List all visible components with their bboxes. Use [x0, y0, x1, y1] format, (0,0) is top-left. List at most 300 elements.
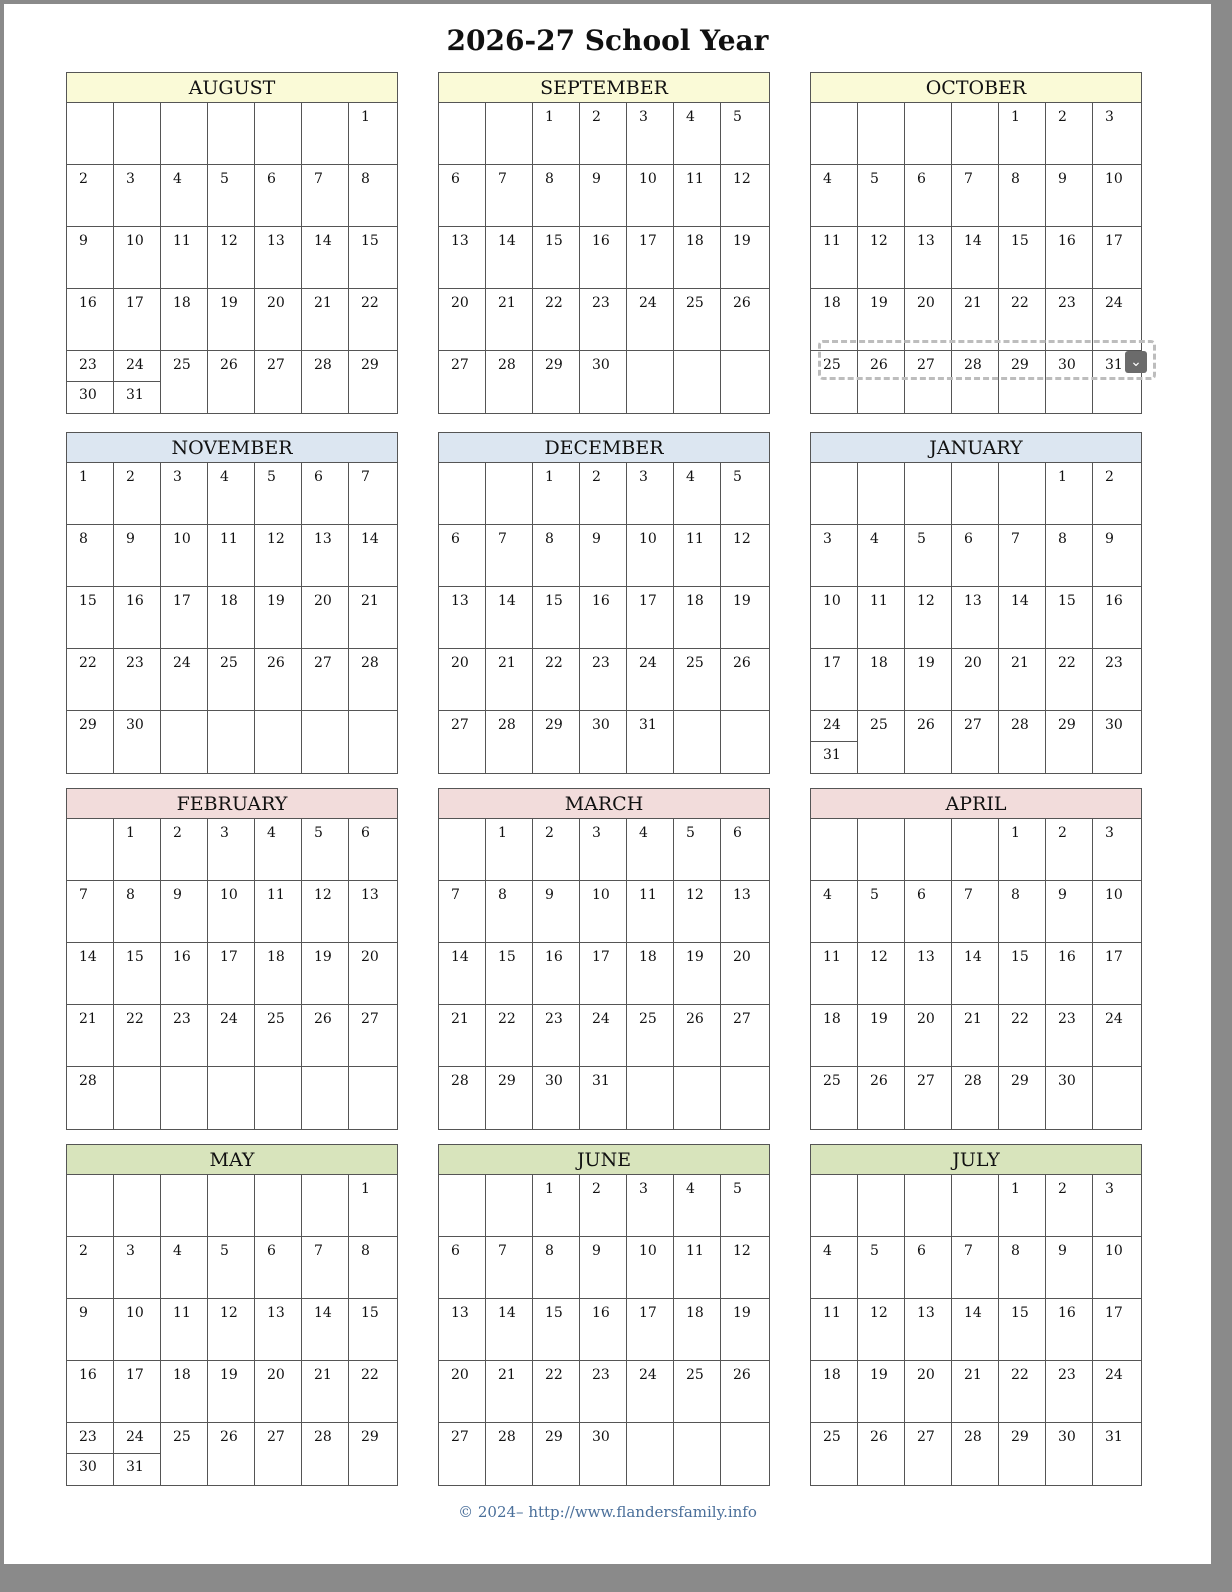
day-number: 9 [173, 887, 182, 903]
day-cell [999, 227, 1046, 289]
day-cell [721, 463, 769, 525]
day-cell [627, 711, 674, 773]
day-cell [533, 227, 580, 289]
day-number: 1 [545, 469, 554, 485]
day-cell [674, 1237, 721, 1299]
day-number: 22 [361, 1367, 379, 1383]
day-number: 19 [733, 593, 751, 609]
day-cell [952, 1299, 999, 1361]
day-cell [858, 103, 905, 165]
day-number: 7 [498, 531, 507, 547]
day-number: 25 [220, 655, 238, 671]
day-cell [858, 463, 905, 525]
day-cell [1046, 1005, 1093, 1067]
day-number: 5 [870, 171, 879, 187]
day-cell [67, 165, 114, 227]
day-number: 31 [1105, 357, 1123, 373]
day-number: 23 [592, 655, 610, 671]
day-number: 11 [823, 233, 841, 249]
day-cell [1093, 711, 1141, 773]
day-cell [114, 525, 161, 587]
day-cell [439, 525, 486, 587]
day-cell [349, 711, 397, 773]
day-number: 27 [917, 357, 935, 373]
day-cell [905, 289, 952, 351]
day-cell [858, 227, 905, 289]
day-cell [1046, 1423, 1093, 1485]
day-cell [811, 103, 858, 165]
day-cell [1093, 649, 1141, 711]
month-header: JUNE [439, 1145, 769, 1175]
day-number: 15 [1058, 593, 1076, 609]
day-number: 23 [1058, 1367, 1076, 1383]
day-number: 7 [498, 171, 507, 187]
day-cell [533, 649, 580, 711]
chevron-down-icon[interactable]: ⌄ [1125, 351, 1147, 373]
day-number: 3 [126, 171, 135, 187]
day-number: 7 [79, 887, 88, 903]
day-number: 9 [592, 1243, 601, 1259]
day-number: 21 [498, 295, 516, 311]
day-number: 29 [545, 717, 563, 733]
day-cell [533, 525, 580, 587]
day-number: 8 [361, 1243, 370, 1259]
day-number: 21 [964, 295, 982, 311]
day-number: 3 [1105, 1181, 1114, 1197]
day-cell [255, 1067, 302, 1129]
day-cell [627, 351, 674, 413]
day-number: 1 [1058, 469, 1067, 485]
day-cell [114, 943, 161, 1005]
month-header: DECEMBER [439, 433, 769, 463]
day-cell [486, 711, 533, 773]
day-number: 20 [267, 1367, 285, 1383]
day-number: 31 [639, 717, 657, 733]
day-number: 19 [870, 1367, 888, 1383]
day-cell [533, 881, 580, 943]
day-cell [1093, 1067, 1141, 1129]
month-header: AUGUST [67, 73, 397, 103]
day-number: 14 [498, 1305, 516, 1321]
day-cell [858, 1361, 905, 1423]
day-number: 16 [1058, 1305, 1076, 1321]
day-cell [114, 351, 161, 413]
day-cell [952, 1237, 999, 1299]
day-cell [533, 1067, 580, 1129]
day-cell [721, 1067, 769, 1129]
day-cell [627, 587, 674, 649]
day-cell [999, 463, 1046, 525]
day-cell [999, 1361, 1046, 1423]
day-cell [952, 289, 999, 351]
day-cell [161, 1005, 208, 1067]
day-number: 14 [79, 949, 97, 965]
day-number: 26 [267, 655, 285, 671]
day-cell [674, 1299, 721, 1361]
day-number: 23 [1105, 655, 1123, 671]
day-number: 15 [545, 593, 563, 609]
day-cell [580, 649, 627, 711]
day-number: 16 [173, 949, 191, 965]
day-number: 4 [686, 469, 695, 485]
day-cell [905, 1237, 952, 1299]
day-number: 4 [823, 1243, 832, 1259]
day-cell [302, 227, 349, 289]
day-cell [161, 819, 208, 881]
day-number: 18 [267, 949, 285, 965]
day-cell [255, 943, 302, 1005]
month-header: SEPTEMBER [439, 73, 769, 103]
day-number: 23 [173, 1011, 191, 1027]
day-cell [255, 1361, 302, 1423]
day-cell [349, 1237, 397, 1299]
day-cell [208, 227, 255, 289]
day-cell [533, 1423, 580, 1485]
day-number: 15 [79, 593, 97, 609]
day-number: 29 [498, 1073, 516, 1089]
day-cell [349, 1005, 397, 1067]
day-number: 18 [870, 655, 888, 671]
day-cell [302, 1361, 349, 1423]
day-cell [999, 103, 1046, 165]
day-cell [811, 351, 858, 413]
day-cell [255, 351, 302, 413]
day-cell [674, 165, 721, 227]
day-cell [721, 819, 769, 881]
day-cell [255, 587, 302, 649]
day-number: 16 [592, 593, 610, 609]
day-number: 30 [126, 717, 144, 733]
day-cell [208, 525, 255, 587]
day-number: 27 [451, 1429, 469, 1445]
day-cell [627, 1423, 674, 1485]
day-cell [302, 351, 349, 413]
day-cell [627, 1005, 674, 1067]
day-cell [811, 943, 858, 1005]
day-number: 17 [126, 1367, 144, 1383]
day-cell [486, 1175, 533, 1237]
day-number: 17 [639, 593, 657, 609]
day-number: 20 [451, 655, 469, 671]
day-number: 26 [917, 717, 935, 733]
day-cell [999, 1299, 1046, 1361]
day-cell [627, 649, 674, 711]
day-number: 12 [220, 233, 238, 249]
day-cell [905, 587, 952, 649]
day-number: 23 [79, 1429, 97, 1445]
day-cell [349, 1361, 397, 1423]
day-number: 27 [361, 1011, 379, 1027]
day-cell [952, 587, 999, 649]
day-cell [67, 587, 114, 649]
day-cell [161, 103, 208, 165]
day-cell [533, 351, 580, 413]
day-cell [952, 819, 999, 881]
day-number: 8 [545, 1243, 554, 1259]
day-number: 2 [1058, 1181, 1067, 1197]
day-cell [811, 819, 858, 881]
day-cell [858, 351, 905, 413]
day-number: 3 [639, 1181, 648, 1197]
day-number: 18 [639, 949, 657, 965]
day-cell [255, 881, 302, 943]
day-cell [627, 165, 674, 227]
day-number: 13 [917, 949, 935, 965]
day-cell [349, 227, 397, 289]
day-number: 5 [267, 469, 276, 485]
day-number: 18 [686, 233, 704, 249]
day-cell [1046, 525, 1093, 587]
day-cell [161, 1423, 208, 1485]
day-cell [486, 587, 533, 649]
day-number: 26 [686, 1011, 704, 1027]
day-number: 21 [498, 1367, 516, 1383]
day-number: 8 [1011, 171, 1020, 187]
day-cell [208, 1361, 255, 1423]
day-number: 22 [545, 655, 563, 671]
day-number: 21 [498, 655, 516, 671]
day-number: 7 [964, 887, 973, 903]
day-cell [255, 1005, 302, 1067]
day-cell [208, 881, 255, 943]
day-number: 28 [451, 1073, 469, 1089]
day-cell [161, 289, 208, 351]
day-number: 23 [1058, 295, 1076, 311]
day-cell [580, 289, 627, 351]
day-cell [721, 227, 769, 289]
day-cell [674, 943, 721, 1005]
day-cell [114, 587, 161, 649]
day-number: 4 [686, 109, 695, 125]
day-cell [952, 881, 999, 943]
day-number: 20 [917, 1011, 935, 1027]
day-number: 17 [220, 949, 238, 965]
day-number: 8 [498, 887, 507, 903]
day-number: 28 [964, 1429, 982, 1445]
day-cell [627, 881, 674, 943]
day-cell [1093, 103, 1141, 165]
day-cell [721, 1423, 769, 1485]
day-cell [533, 1175, 580, 1237]
day-number: 10 [126, 233, 144, 249]
day-cell [811, 227, 858, 289]
day-number: 1 [1011, 1181, 1020, 1197]
day-cell [486, 351, 533, 413]
day-number: 25 [686, 1367, 704, 1383]
day-cell [67, 1299, 114, 1361]
day-number: 2 [1105, 469, 1114, 485]
day-number: 6 [314, 469, 323, 485]
day-number: 31 [1105, 1429, 1123, 1445]
day-cell [486, 165, 533, 227]
day-number: 13 [917, 233, 935, 249]
day-cell [811, 881, 858, 943]
day-cell [439, 1175, 486, 1237]
day-cell [721, 943, 769, 1005]
day-number: 25 [173, 1429, 191, 1445]
day-number: 16 [1058, 233, 1076, 249]
day-number: 11 [267, 887, 285, 903]
day-number: 8 [361, 171, 370, 187]
cell-divider [67, 1453, 113, 1454]
day-cell [255, 1299, 302, 1361]
day-number: 11 [686, 1243, 704, 1259]
day-number: 25 [686, 295, 704, 311]
day-cell [674, 649, 721, 711]
day-number: 3 [823, 531, 832, 547]
day-cell [67, 1361, 114, 1423]
day-number: 6 [451, 1243, 460, 1259]
day-cell [674, 227, 721, 289]
day-number: 16 [592, 233, 610, 249]
day-number: 30 [1058, 1429, 1076, 1445]
day-cell [952, 463, 999, 525]
day-cell [486, 649, 533, 711]
day-number: 29 [361, 1429, 379, 1445]
day-cell [1046, 711, 1093, 773]
footer-link[interactable]: http://www.flandersfamily.info [528, 1503, 757, 1521]
day-cell [580, 1005, 627, 1067]
day-cell [255, 819, 302, 881]
day-number: 13 [964, 593, 982, 609]
day-cell [1046, 881, 1093, 943]
day-number: 15 [1011, 1305, 1029, 1321]
day-number: 2 [592, 469, 601, 485]
day-cell [952, 1005, 999, 1067]
month-header: JULY [811, 1145, 1141, 1175]
day-cell [674, 351, 721, 413]
day-cell [486, 227, 533, 289]
day-cell [905, 1005, 952, 1067]
day-number: 5 [733, 109, 742, 125]
day-number: 1 [361, 109, 370, 125]
day-cell [255, 649, 302, 711]
day-number: 28 [498, 357, 516, 373]
day-cell [905, 819, 952, 881]
day-number: 29 [1058, 717, 1076, 733]
day-cell [811, 1237, 858, 1299]
day-number: 5 [733, 1181, 742, 1197]
day-cell [533, 289, 580, 351]
day-cell [161, 1237, 208, 1299]
footer-copyright: © 2024– [458, 1503, 524, 1521]
day-cell [627, 1067, 674, 1129]
day-number: 15 [361, 1305, 379, 1321]
day-cell [580, 525, 627, 587]
month-july [810, 1144, 1142, 1486]
day-cell [1046, 649, 1093, 711]
day-number: 24 [639, 1367, 657, 1383]
day-cell [1093, 227, 1141, 289]
day-number: 30 [592, 1429, 610, 1445]
day-cell [674, 1175, 721, 1237]
day-number: 20 [314, 593, 332, 609]
month-may [66, 1144, 398, 1486]
day-number: 8 [545, 531, 554, 547]
day-cell [114, 649, 161, 711]
month-header: APRIL [811, 789, 1141, 819]
day-cell [208, 463, 255, 525]
day-cell [349, 165, 397, 227]
day-cell [302, 711, 349, 773]
day-cell [1046, 165, 1093, 227]
day-number: 28 [361, 655, 379, 671]
day-cell [721, 711, 769, 773]
day-cell [811, 587, 858, 649]
day-number: 16 [79, 295, 97, 311]
day-cell [302, 463, 349, 525]
day-number: 31 [126, 1459, 144, 1475]
day-cell [858, 1299, 905, 1361]
day-cell [439, 587, 486, 649]
day-number: 11 [173, 233, 191, 249]
month-march [438, 788, 770, 1130]
day-cell [67, 1423, 114, 1485]
day-cell [255, 1423, 302, 1485]
day-cell [674, 881, 721, 943]
day-cell [811, 1067, 858, 1129]
day-number: 29 [1011, 1429, 1029, 1445]
day-cell [1093, 289, 1141, 351]
day-cell [1046, 1175, 1093, 1237]
day-number: 7 [1011, 531, 1020, 547]
cell-divider [114, 1453, 160, 1454]
day-number: 3 [126, 1243, 135, 1259]
day-cell [302, 1423, 349, 1485]
day-cell [580, 463, 627, 525]
day-cell [627, 1237, 674, 1299]
day-number: 20 [733, 949, 751, 965]
day-number: 22 [126, 1011, 144, 1027]
day-cell [811, 289, 858, 351]
day-number: 6 [267, 171, 276, 187]
day-number: 7 [451, 887, 460, 903]
day-cell [721, 103, 769, 165]
day-number: 25 [823, 1073, 841, 1089]
day-number: 19 [870, 295, 888, 311]
day-number: 6 [361, 825, 370, 841]
month-january [810, 432, 1142, 774]
day-number: 26 [220, 357, 238, 373]
day-cell [161, 943, 208, 1005]
day-number: 19 [917, 655, 935, 671]
month-february [66, 788, 398, 1130]
day-number: 25 [823, 1429, 841, 1445]
day-cell [439, 819, 486, 881]
day-cell [161, 165, 208, 227]
day-cell [952, 227, 999, 289]
day-number: 18 [220, 593, 238, 609]
day-number: 26 [870, 1429, 888, 1445]
day-cell [208, 1299, 255, 1361]
day-cell [208, 819, 255, 881]
day-cell [627, 103, 674, 165]
day-cell [721, 1361, 769, 1423]
day-cell [302, 1237, 349, 1299]
day-number: 27 [314, 655, 332, 671]
day-number: 13 [451, 593, 469, 609]
day-number: 14 [498, 593, 516, 609]
day-cell [1046, 1237, 1093, 1299]
day-number: 17 [639, 233, 657, 249]
day-number: 23 [545, 1011, 563, 1027]
day-number: 27 [451, 717, 469, 733]
day-number: 1 [79, 469, 88, 485]
day-cell [627, 289, 674, 351]
day-number: 27 [917, 1073, 935, 1089]
day-number: 14 [964, 1305, 982, 1321]
day-cell [486, 463, 533, 525]
